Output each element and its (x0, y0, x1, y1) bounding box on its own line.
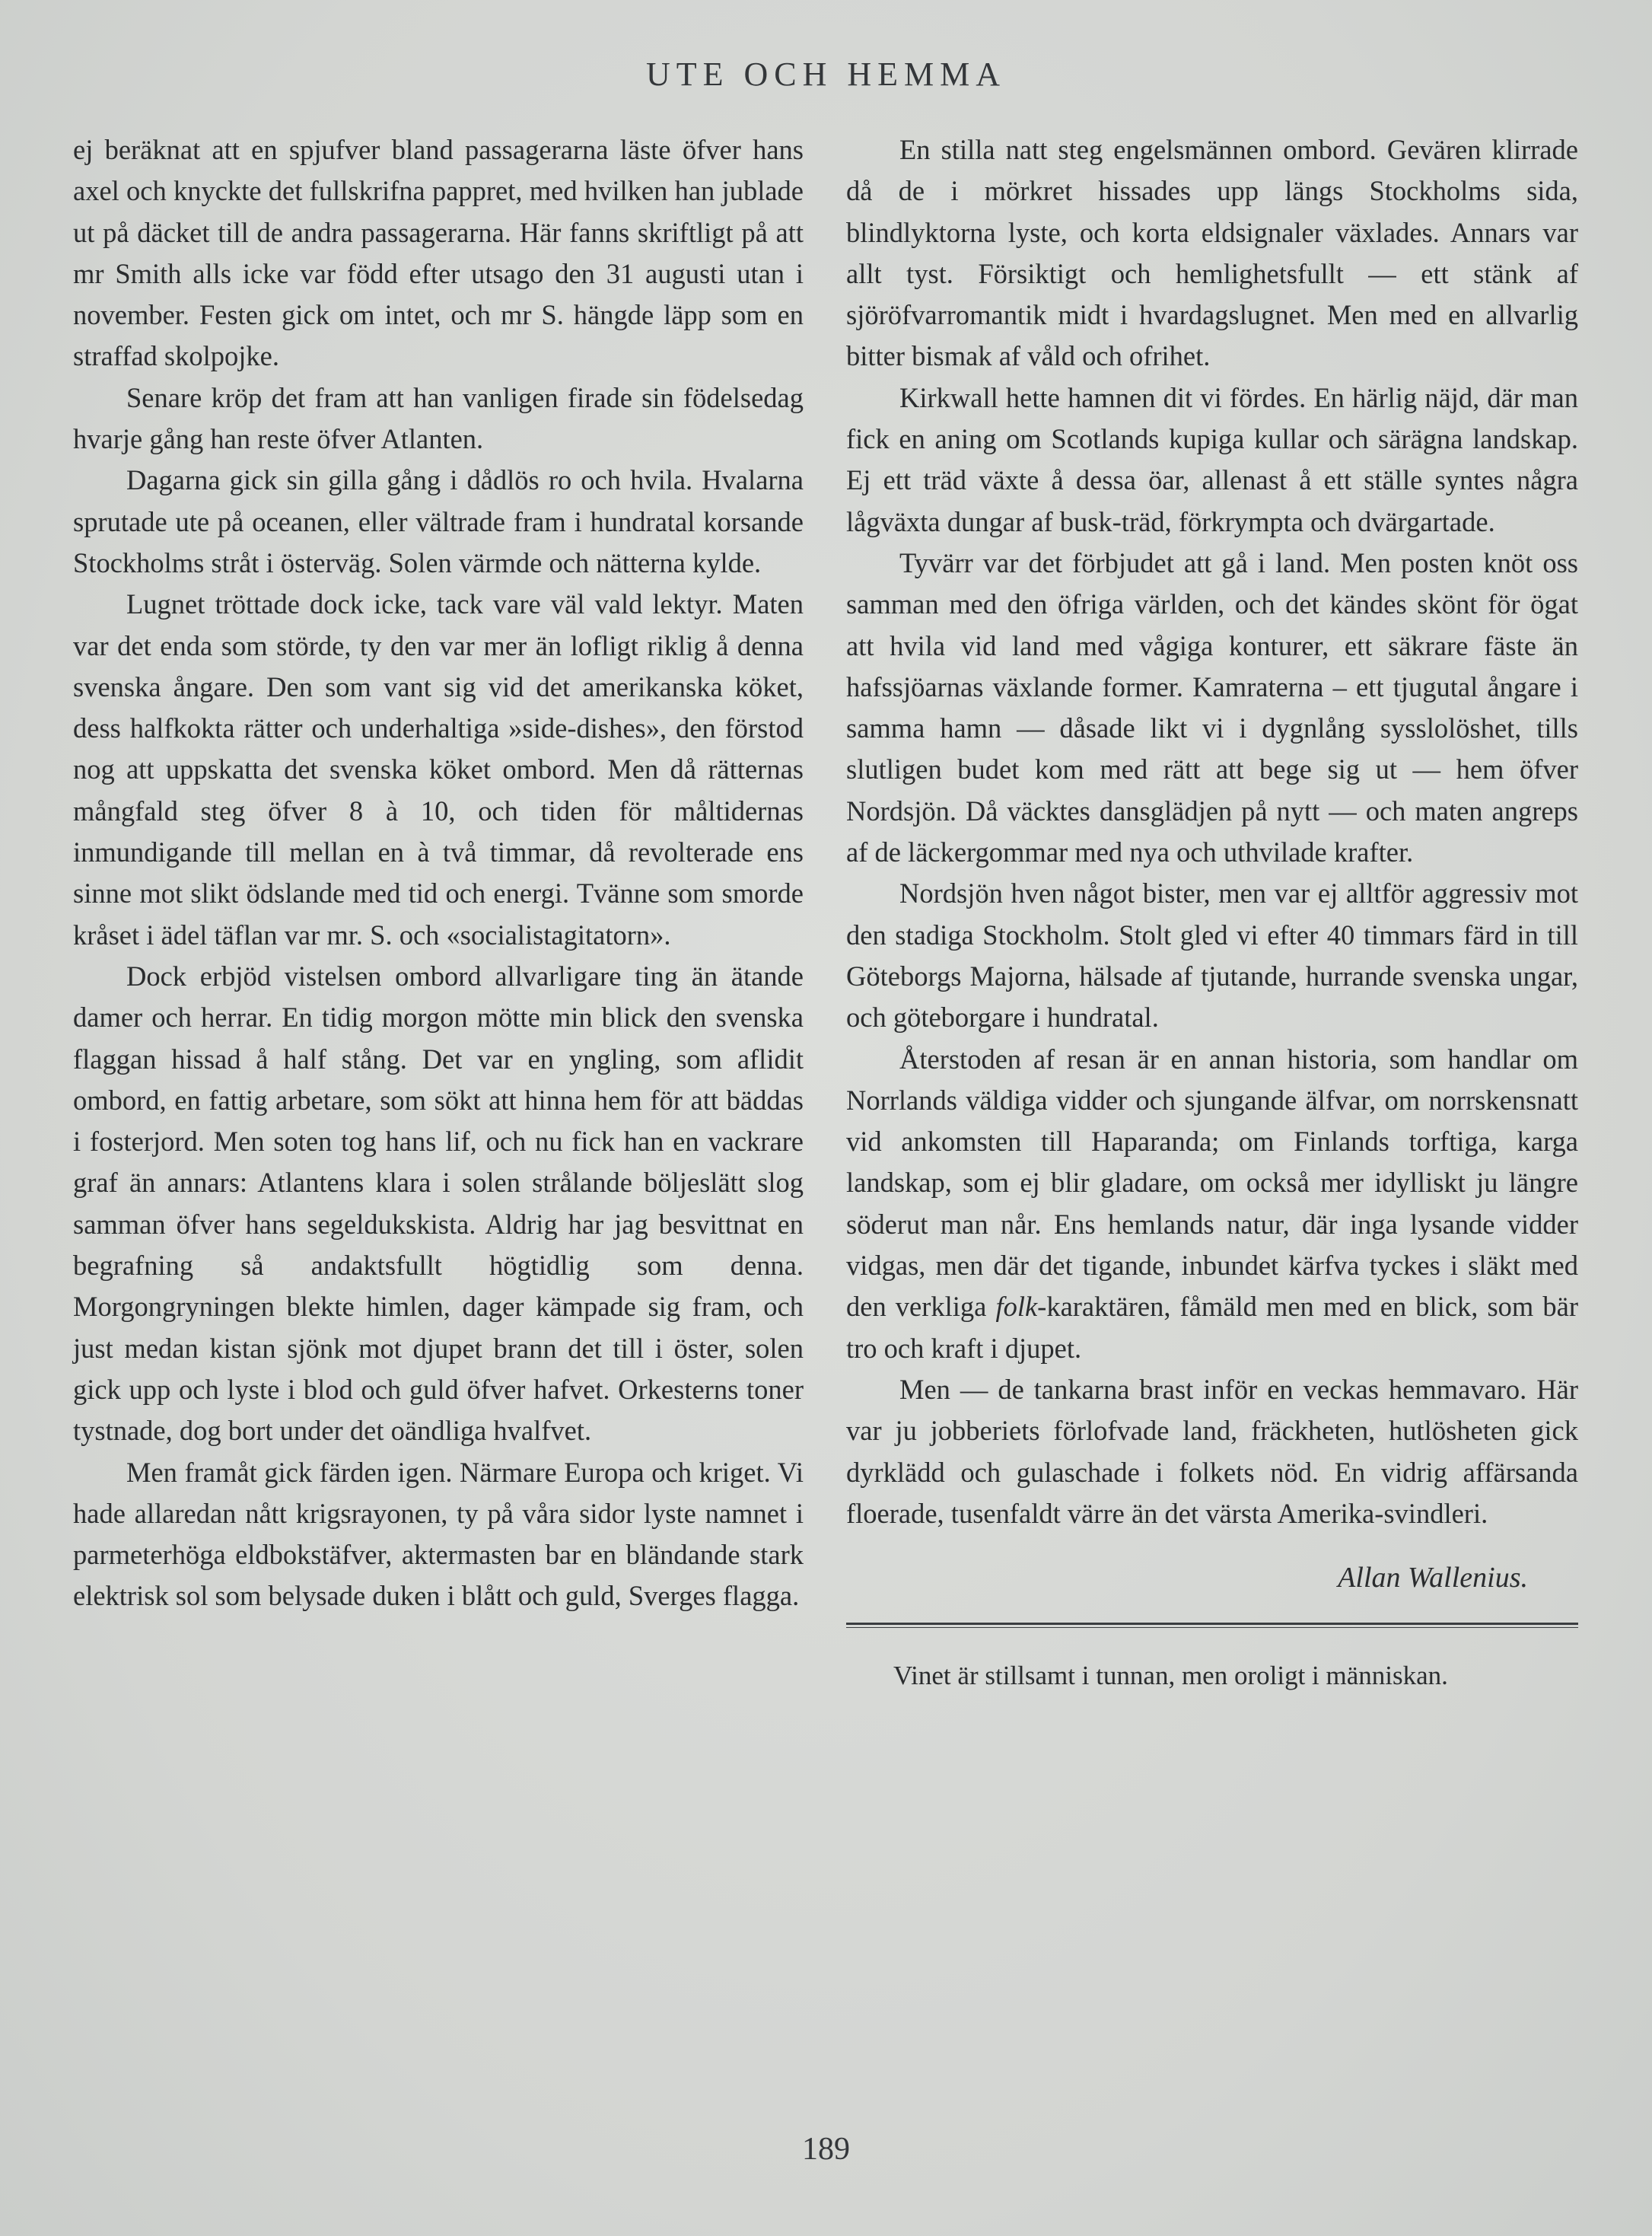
paragraph: Dock erbjöd vistelsen ombord allvarligare ting än ätande damer och herrar. En tidig morgon mötte min blick den svenska flaggan hissad å half stång. Det var en yngling, som aflidit ombord, en fattig arbetare, som sökt att hinna hem för att bäddas i fosterjord. Men soten tog hans lif, och nu fick han en vackrare graf än annars: Atlantens klara i solen strålande böljeslätt slog samman öfver hans segeldukskista. Aldrig har jag besvittnat en begrafning så andaktsfullt högtidlig som denna. Morgongryningen blekte himlen, dager kämpade sig fram, och just medan kistan sjönk mot djupet brann det till i öster, solen gick upp och lyste i blod och guld öfver hafvet. Orkesterns toner tystnade, dog bort under det oändliga hvalfvet. (73, 960, 804, 1447)
paragraph: Tyvärr var det förbjudet att gå i land. Men posten knöt oss samman med den öfriga världen, och det kändes skönt för ögat att hvila vid land med vågiga konturer, ett säkrare fäste än hafssjöarnas växlande former. Kamraterna – ett tjugutal ångare i samma hamn — dåsade likt vi i dygnlång sysslolöshet, tills slutligen budet kom med rätt att bege sig ut — hem öfver Nordsjön. Då väcktes dansglädjen på nytt — och maten angreps af de läckergommar med nya och uthvilade krafter. (846, 546, 1578, 868)
filler-text: Vinet är stillsamt i tunnan, men oroligt i människan. (893, 1661, 1448, 1691)
paragraph (846, 1039, 1578, 1369)
paragraph-text-tail: -karaktären, fåmäld men med en blick, som bär tro och kraft i djupet. (846, 1291, 1578, 1364)
filler-quote (846, 1657, 1578, 1695)
running-header: UTE OCH HEMMA (645, 56, 1007, 93)
paragraph: Senare kröp det fram att han vanligen firade sin födelsedag hvarje gång han reste öfver Atlanten. (73, 381, 804, 455)
paragraph: Nordsjön hven något bister, men var ej alltför aggressiv mot den stadiga Stockholm. Stolt gled vi efter 40 timmars färd in till Göteborgs Majorna, hälsade af tjutande, hurrande svenska ungar, och göteborgare i hundratal. (846, 878, 1578, 1034)
paragraph: ej beräknat att en spjufver bland passagerarna läste öfver hans axel och knyckte det fullskrifna pappret, med hvilken han jublade ut på däcket till de andra passagerarna. Här fanns skriftligt på att mr Smith alls icke var född efter utsago den 31 augusti utan i november. Festen gick om intet, och mr S. hängde läpp som en straffad skolpojke. (73, 134, 804, 372)
paragraph: En stilla natt steg engelsmännen ombord. Gevären klirrade då de i mörkret hissades upp längs Stockholms sida, blindlyktorna lyste, och korta eldsignaler växlades. Annars var allt tyst. Försiktigt och hemlighetsfullt — ett stänk af sjöröfvarromantik midt i hvardagslugnet. Men med en allvarlig bitter bismak af våld och ofrihet. (846, 134, 1578, 372)
page-number: 189 (802, 2132, 850, 2167)
paragraph: Dagarna gick sin gilla gång i dådlös ro och hvila. Hvalarna sprutade ute på oceanen, eller vältrade fram i hundratal korsande Stockholms stråt i österväg. Solen värmde och nätterna kylde. (73, 464, 804, 578)
paragraph: Lugnet tröttade dock icke, tack vare väl vald lektyr. Maten var det enda som störde, ty den var mer än lofligt riklig å denna svenska ångare. Den som vant sig vid det amerikanska köket, dess halfkokta rätter och underhaltiga »side-dishes», den förstod nog att uppskatta det svenska köket ombord. Men då rätternas mångfald steg öfver 8 à 10, och tiden för måltidernas inmundigande till mellan en à två timmar, då revolterade ens sinne mot slikt ödslande med tid och energi. Tvänne som smorde kråset i ädel täflan var mr. S. och «socialistagitatorn». (73, 588, 804, 951)
paragraph: Men framåt gick färden igen. Närmare Europa och kriget. Vi hade allaredan nått krigsrayonen, ty på våra sidor lyste namnet i parmeterhöga eldbokstäfver, aktermasten bar en bländande stark elektrisk sol som belysade duken i blått och guld, Sverges flagga. (73, 1456, 804, 1612)
paragraph: Men — de tankarna brast inför en veckas hemmavaro. Här var ju jobberiets förlofvade land, fräckheten, hutlösheten gick dyrklädd och gulaschade i folkets nöd. En vidrig affärsanda floerade, tusenfaldt värre än det värsta Amerika-svindleri. (846, 1373, 1578, 1529)
paragraph: Kirkwall hette hamnen dit vi fördes. En härlig näjd, där man fick en aning om Scotlands kupiga kullar och särägna landskap. Ej ett träd växte å dessa öar, allenast å ett ställe syntes några lågväxta dungar af busk-träd, förkrympta och dvärgartade. (846, 381, 1578, 537)
divider-rule (846, 1623, 1578, 1628)
author-signature: Allan Wallenius. (1338, 1562, 1528, 1594)
paragraph-text: Återstoden af resan är en annan historia, som handlar om Norrlands väldiga vidder och sjungande älfvar, om norrskensnatt vid ankomsten till Haparanda; om Finlands torftiga, karga landskap, som ej blir gladare, om också mer idylliskt ju längre söderut man når. Ens hemlands natur, där inga lysande vidder vidgas, men där det tigande, inbundet kärfva tyckes i släkt med den verkliga (846, 1043, 1578, 1323)
left-column (73, 129, 804, 1617)
italic-word: folk (995, 1291, 1038, 1323)
right-column (846, 129, 1578, 1695)
